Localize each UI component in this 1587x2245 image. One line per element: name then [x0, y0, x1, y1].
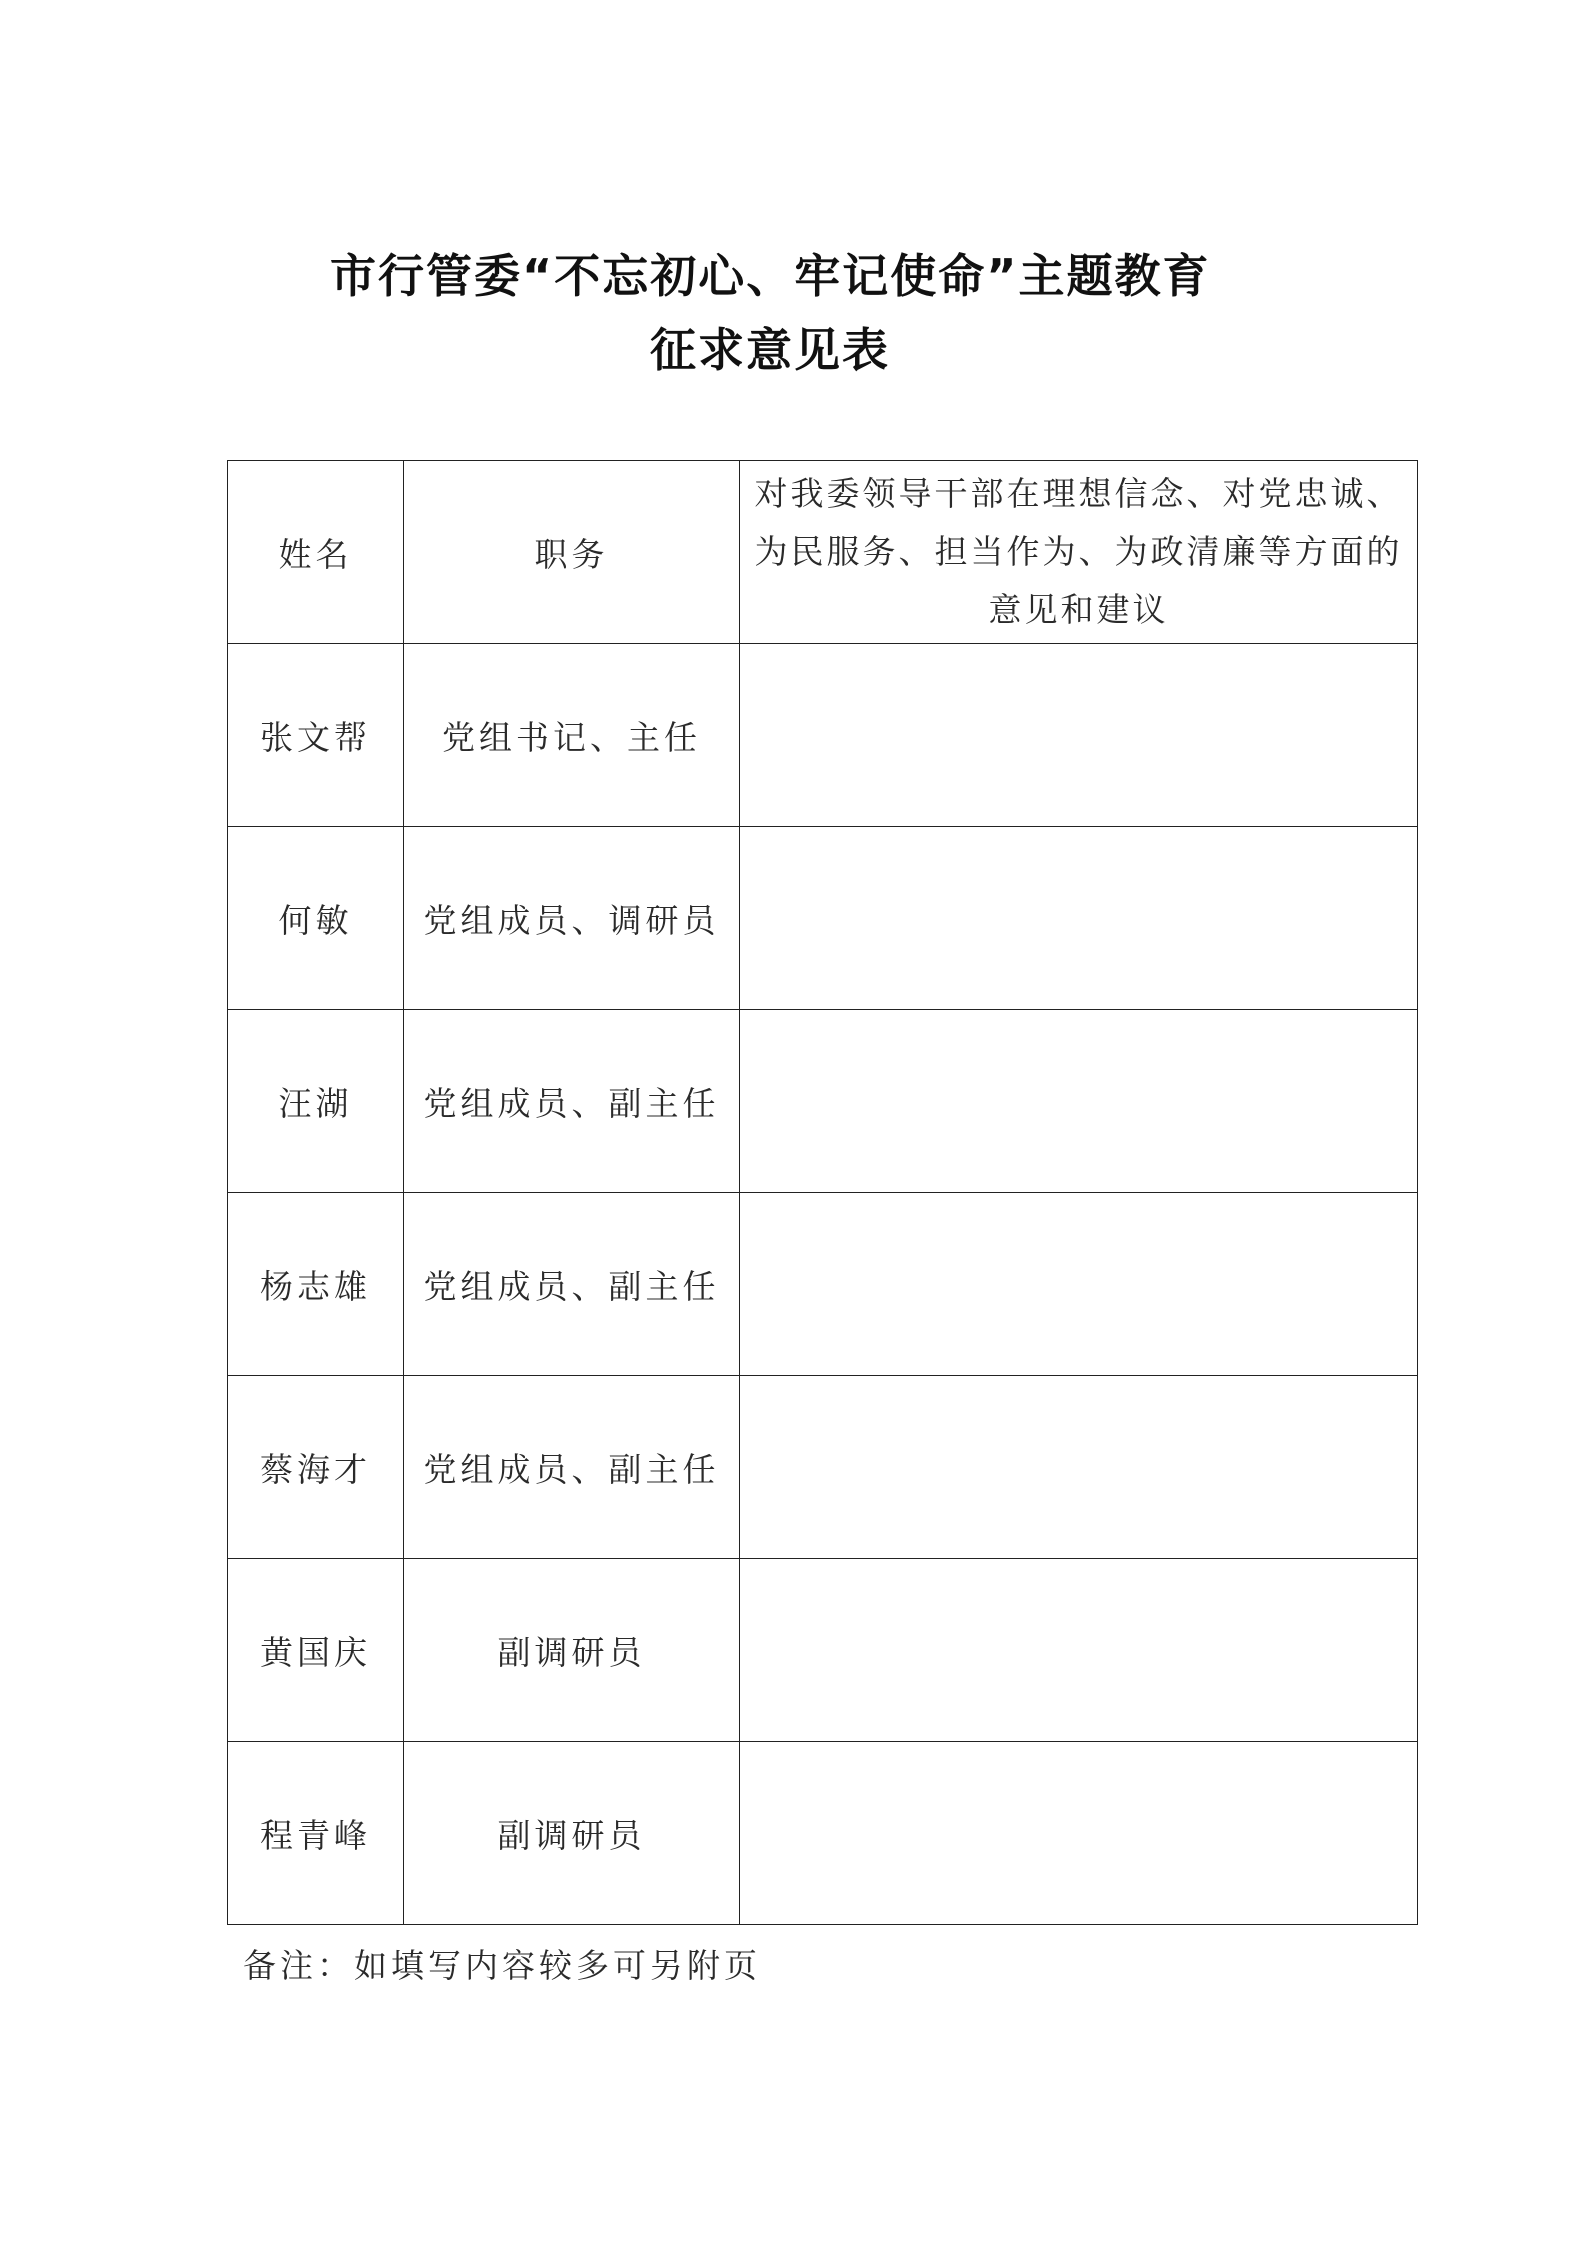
row-position: 副调研员: [404, 1559, 740, 1742]
table-row: [228, 1376, 1418, 1559]
row-name: 蔡海才: [228, 1376, 404, 1559]
table-row: [228, 1010, 1418, 1193]
row-name: 汪湖: [228, 1010, 404, 1193]
opinion-form-table: [227, 460, 1418, 1925]
header-opinion: 对我委领导干部在理想信念、对党忠诚、为民服务、担当作为、为政清廉等方面的意见和建议: [740, 461, 1418, 644]
row-name: 何敏: [228, 827, 404, 1010]
row-opinion-cell[interactable]: [740, 1010, 1418, 1193]
row-position: 党组书记、主任: [404, 644, 740, 827]
document-title-line-2: 征求意见表: [650, 323, 890, 377]
row-position: 副调研员: [404, 1742, 740, 1925]
row-opinion-cell[interactable]: [740, 1193, 1418, 1376]
row-position: 党组成员、副主任: [404, 1010, 740, 1193]
document-title-line-1: 市行管委“不忘初心、牢记使命”主题教育: [330, 249, 1211, 303]
row-name: 程青峰: [228, 1742, 404, 1925]
row-opinion-cell[interactable]: [740, 1559, 1418, 1742]
table-row: [228, 1193, 1418, 1376]
row-position: 党组成员、副主任: [404, 1193, 740, 1376]
row-opinion-cell[interactable]: [740, 1742, 1418, 1925]
row-opinion-cell[interactable]: [740, 1376, 1418, 1559]
table-header-row: [228, 461, 1418, 644]
header-name: 姓名: [228, 461, 404, 644]
row-position: 党组成员、副主任: [404, 1376, 740, 1559]
row-opinion-cell[interactable]: [740, 644, 1418, 827]
header-position: 职务: [404, 461, 740, 644]
row-name: 黄国庆: [228, 1559, 404, 1742]
row-opinion-cell[interactable]: [740, 827, 1418, 1010]
row-name: 张文帮: [228, 644, 404, 827]
table-row: [228, 1742, 1418, 1925]
row-name: 杨志雄: [228, 1193, 404, 1376]
table-row: [228, 827, 1418, 1010]
row-position: 党组成员、调研员: [404, 827, 740, 1010]
footnote-remark: 备注：如填写内容较多可另附页: [243, 1946, 761, 1985]
table-row: [228, 644, 1418, 827]
table-row: [228, 1559, 1418, 1742]
